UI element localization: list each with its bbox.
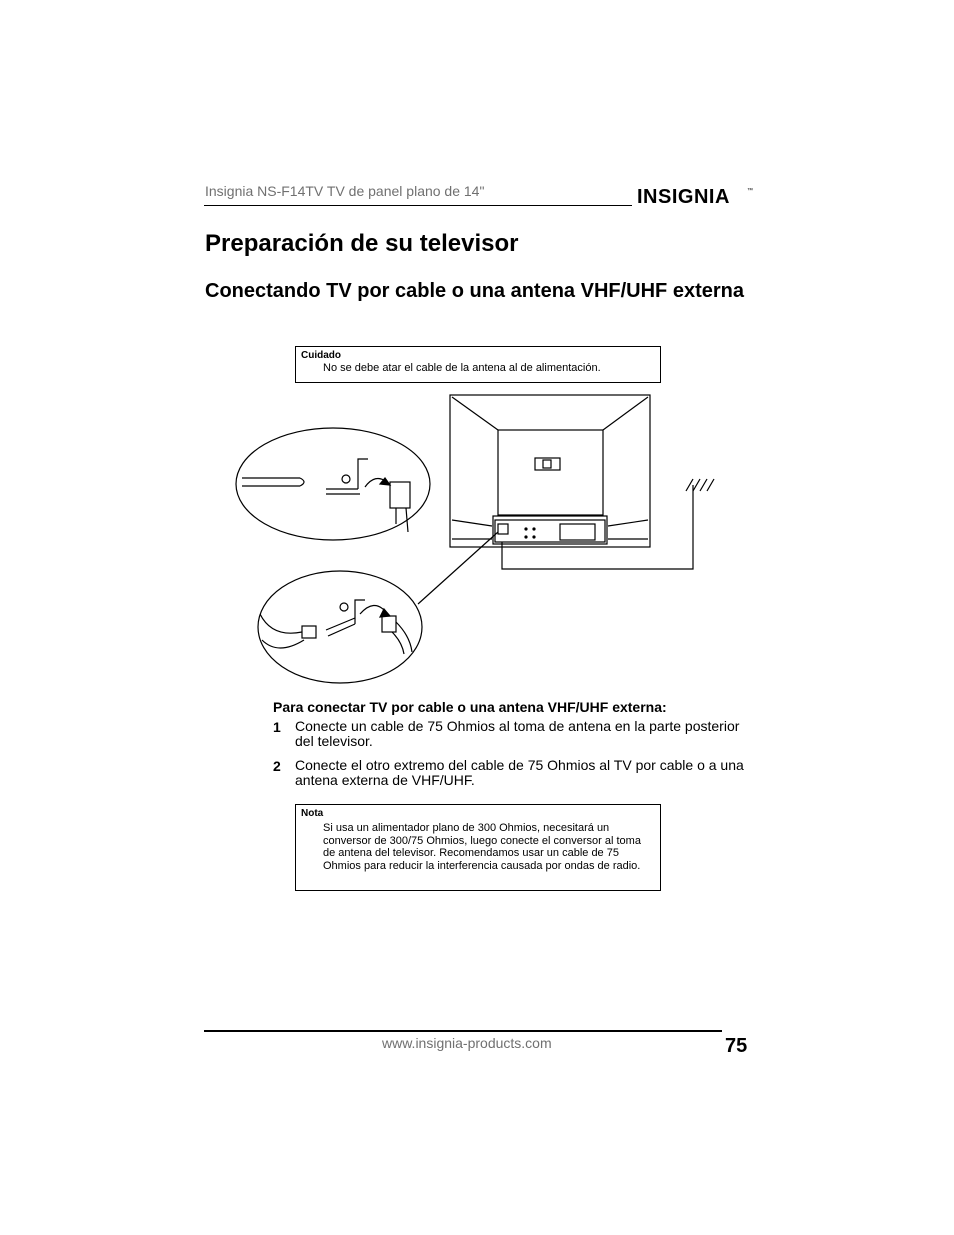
tv-rear-illustration — [450, 395, 650, 547]
section-title: Conectando TV por cable o una antena VHF/UHF externa — [205, 280, 744, 302]
svg-text:™: ™ — [747, 188, 753, 194]
header-title: Insignia NS-F14TV TV de panel plano de 14" — [205, 183, 485, 199]
detail-circle-coax-connector — [258, 571, 422, 683]
step-number: 2 — [273, 758, 281, 774]
detail-circle-flat-connector — [236, 428, 430, 540]
caution-label: Cuidado — [301, 350, 341, 361]
caution-text: No se debe atar el cable de la antena al de alimentación. — [323, 362, 601, 374]
procedure-title: Para conectar TV por cable o una antena VHF/UHF externa: — [273, 699, 667, 715]
header-rule — [204, 205, 632, 206]
caution-box — [295, 346, 661, 383]
note-box — [295, 804, 661, 891]
step-text: Conecte un cable de 75 Ohmios al toma de antena en la parte posterior del televisor. — [295, 718, 740, 749]
svg-text:INSIGNIA: INSIGNIA — [637, 186, 730, 208]
note-label: Nota — [301, 808, 324, 819]
insignia-logo — [637, 180, 755, 210]
note-text: Si usa un alimentador plano de 300 Ohmios, necesitará un conversor de 300/75 Ohmios, luego conecte el conversor al toma de antena del televisor. Recomendamos usar un cable de 75 Ohmios para reducir la interferencia causada por ondas de radio. — [323, 822, 641, 872]
footer-rule — [204, 1030, 722, 1032]
step-number: 1 — [273, 719, 281, 735]
antenna-connection-diagram — [230, 392, 730, 692]
step-text: Conecte el otro extremo del cable de 75 Ohmios al TV por cable o a una antena externa de VHF/UHF. — [295, 757, 744, 788]
antenna-cable-line — [502, 479, 714, 569]
footer-url: www.insignia-products.com — [382, 1035, 552, 1051]
page-title: Preparación de su televisor — [205, 230, 519, 257]
page-number: 75 — [725, 1035, 748, 1057]
